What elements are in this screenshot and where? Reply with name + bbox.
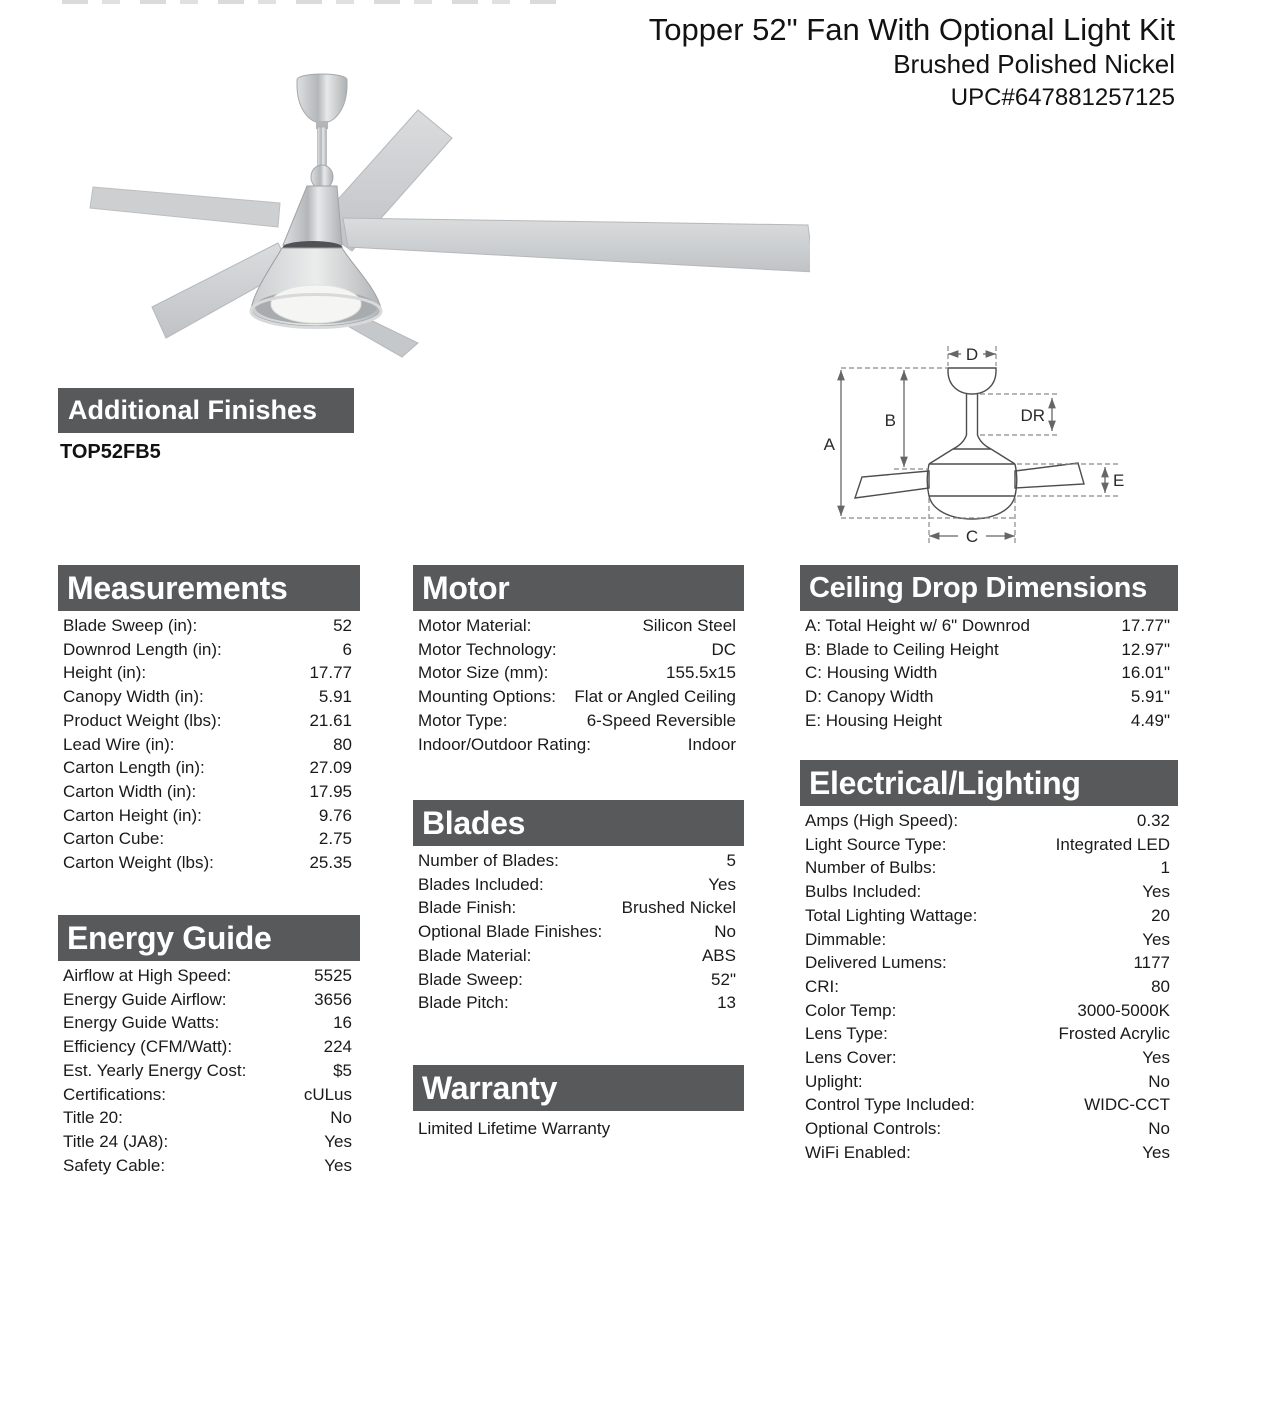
spec-label: B: Blade to Ceiling Height <box>805 639 999 659</box>
spec-label: Lens Cover: <box>805 1048 897 1068</box>
spec-row <box>800 833 1178 857</box>
spec-value: 0.32 <box>1136 811 1170 830</box>
spec-value: Indoor <box>687 734 736 754</box>
spec-label: Carton Width (in): <box>63 781 197 801</box>
spec-row <box>413 849 744 873</box>
dimension-diagram <box>820 338 1150 560</box>
spec-row <box>58 1011 360 1035</box>
spec-label: Number of Bulbs: <box>805 858 937 878</box>
spec-value: 2.75 <box>318 829 352 849</box>
spec-value: Silicon Steel <box>642 616 736 635</box>
spec-row <box>58 733 360 757</box>
spec-value: 17.95 <box>309 781 352 801</box>
fan-ball-joint <box>311 165 333 189</box>
spec-value: No <box>714 922 736 942</box>
spec-row <box>413 896 744 920</box>
spec-label: Certifications: <box>63 1084 166 1104</box>
spec-label: Product Weight (lbs): <box>63 710 222 730</box>
electrical-rows <box>800 809 1178 1165</box>
spec-value: No <box>330 1108 352 1128</box>
label-a: A <box>823 435 835 454</box>
spec-label: E: Housing Height <box>805 710 943 730</box>
spec-label: Height (in): <box>63 663 147 683</box>
section-header-measurements: Measurements <box>58 565 360 611</box>
spec-label: Light Source Type: <box>805 834 947 854</box>
spec-label: A: Total Height w/ 6" Downrod <box>805 616 1030 635</box>
spec-label: Amps (High Speed): <box>805 811 959 830</box>
section-ceiling-drop-dimensions <box>800 565 1178 733</box>
spec-value: 17.77 <box>309 663 352 683</box>
section-header-blades: Blades <box>413 800 744 846</box>
label-e: E <box>1113 471 1125 490</box>
spec-value: Integrated LED <box>1055 834 1170 854</box>
spec-row <box>58 756 360 780</box>
spec-value: 3000-5000K <box>1077 1000 1170 1020</box>
spec-label: Number of Blades: <box>418 851 559 870</box>
spec-row <box>800 661 1178 685</box>
spec-value: 1 <box>1160 858 1170 878</box>
spec-value: 155.5x15 <box>666 663 736 683</box>
spec-row <box>800 1141 1178 1165</box>
spec-row <box>58 1059 360 1083</box>
spec-label: Carton Cube: <box>63 829 165 849</box>
spec-row <box>58 964 360 988</box>
section-header-motor: Motor <box>413 565 744 611</box>
spec-value: Yes <box>324 1155 352 1175</box>
spec-value: 80 <box>1151 976 1170 996</box>
spec-row <box>800 1093 1178 1117</box>
spec-label: Blade Sweep: <box>418 969 523 989</box>
spec-row <box>58 1154 360 1178</box>
product-title: Topper 52" Fan With Optional Light Kit <box>648 12 1175 47</box>
spec-label: Airflow at High Speed: <box>63 966 232 985</box>
product-upc: UPC#647881257125 <box>950 84 1175 111</box>
spec-row <box>413 991 744 1015</box>
spec-value: 20 <box>1151 905 1170 925</box>
spec-value: ABS <box>701 945 736 965</box>
spec-row <box>58 1035 360 1059</box>
spec-label: C: Housing Width <box>805 663 938 683</box>
spec-value: Yes <box>324 1131 352 1151</box>
spec-label: Lead Wire (in): <box>63 734 175 754</box>
spec-value: 52 <box>333 616 352 635</box>
spec-label: WiFi Enabled: <box>805 1142 911 1162</box>
spec-label: Motor Material: <box>418 616 532 635</box>
spec-label: Blade Sweep (in): <box>63 616 198 635</box>
spec-row <box>58 1106 360 1130</box>
spec-row <box>413 944 744 968</box>
spec-label: Canopy Width (in): <box>63 687 204 707</box>
section-warranty <box>413 1065 744 1141</box>
fan-illustration <box>60 55 810 370</box>
energy-guide-rows <box>58 964 360 1177</box>
section-electrical-lighting <box>800 760 1178 1165</box>
spec-row <box>800 904 1178 928</box>
section-header-energy-guide: Energy Guide <box>58 915 360 961</box>
spec-row <box>413 968 744 992</box>
fan-canopy <box>297 74 347 123</box>
ceiling-drop-diagram <box>820 338 1150 560</box>
spec-row <box>58 661 360 685</box>
spec-row <box>800 685 1178 709</box>
measurements-rows <box>58 614 360 875</box>
spec-row <box>413 873 744 897</box>
spec-value: 1177 <box>1133 953 1170 973</box>
spec-row <box>413 709 744 733</box>
section-energy-guide <box>58 915 360 1177</box>
spec-value: 12.97" <box>1121 639 1170 659</box>
spec-row <box>800 928 1178 952</box>
spec-row <box>58 709 360 733</box>
spec-value: 17.77" <box>1121 616 1170 635</box>
spec-label: Uplight: <box>805 1071 863 1091</box>
spec-row <box>800 1022 1178 1046</box>
spec-label: Indoor/Outdoor Rating: <box>418 734 591 754</box>
spec-label: Efficiency (CFM/Watt): <box>63 1037 233 1057</box>
spec-label: Carton Length (in): <box>63 758 205 778</box>
ceiling-drop-rows <box>800 614 1178 733</box>
spec-label: Delivered Lumens: <box>805 953 947 973</box>
spec-value: cULus <box>303 1084 352 1104</box>
dimension-arrows <box>841 354 1105 536</box>
spec-label: Bulbs Included: <box>805 882 922 902</box>
spec-label: Lens Type: <box>805 1024 888 1044</box>
spec-row <box>800 1046 1178 1070</box>
spec-row <box>58 614 360 638</box>
spec-value: WIDC-CCT <box>1084 1095 1170 1115</box>
spec-label: Total Lighting Wattage: <box>805 905 978 925</box>
spec-row <box>800 809 1178 833</box>
spec-label: Downrod Length (in): <box>63 639 222 659</box>
spec-row <box>58 1130 360 1154</box>
spec-value: 16.01" <box>1121 663 1170 683</box>
additional-finishes-header: Additional Finishes <box>58 388 354 433</box>
spec-value: Frosted Acrylic <box>1058 1024 1170 1044</box>
extension-lines <box>841 346 1118 543</box>
spec-row <box>413 685 744 709</box>
spec-label: D: Canopy Width <box>805 687 934 707</box>
spec-value: 21.61 <box>309 710 352 730</box>
spec-label: Blade Pitch: <box>418 993 509 1013</box>
spec-label: Safety Cable: <box>63 1155 166 1175</box>
spec-label: Energy Guide Watts: <box>63 1013 220 1033</box>
spec-value: Yes <box>1142 1142 1170 1162</box>
spec-label: Motor Technology: <box>418 639 557 659</box>
spec-value: 224 <box>323 1037 352 1057</box>
spec-label: Blade Finish: <box>418 898 517 918</box>
label-dr: DR <box>1020 406 1045 425</box>
section-header-warranty: Warranty <box>413 1065 744 1111</box>
spec-value: 80 <box>333 734 352 754</box>
section-header-ceiling-drop: Ceiling Drop Dimensions <box>800 565 1178 611</box>
spec-row <box>413 638 744 662</box>
spec-label: Mounting Options: <box>418 687 556 707</box>
spec-row <box>58 804 360 828</box>
spec-value: 52" <box>711 969 736 989</box>
spec-row <box>800 1117 1178 1141</box>
spec-row <box>800 880 1178 904</box>
spec-value: $5 <box>333 1060 352 1080</box>
spec-row <box>800 1070 1178 1094</box>
spec-value: 5.91" <box>1130 687 1170 707</box>
spec-label: Carton Weight (lbs): <box>63 853 214 873</box>
spec-value: 13 <box>717 993 736 1013</box>
spec-row <box>413 661 744 685</box>
spec-row <box>800 975 1178 999</box>
spec-value: 5525 <box>314 966 352 985</box>
spec-row <box>800 709 1178 733</box>
product-finish: Brushed Polished Nickel <box>893 49 1175 79</box>
spec-label: CRI: <box>805 976 839 996</box>
spec-row <box>58 851 360 875</box>
spec-value: No <box>1148 1119 1170 1139</box>
fan-downrod <box>318 127 327 171</box>
spec-label: Dimmable: <box>805 929 887 949</box>
spec-value: 5 <box>726 851 736 870</box>
spec-value: 27.09 <box>309 758 352 778</box>
fan-frosted-lens <box>271 285 361 323</box>
spec-row <box>58 780 360 804</box>
spec-label: Blade Material: <box>418 945 532 965</box>
spec-value: Flat or Angled Ceiling <box>574 687 736 707</box>
dimension-labels <box>824 345 1125 546</box>
product-photo-fan <box>60 55 810 370</box>
spec-row <box>800 614 1178 638</box>
spec-label: Color Temp: <box>805 1000 897 1020</box>
warranty-text: Limited Lifetime Warranty <box>418 1119 611 1138</box>
spec-value: Brushed Nickel <box>621 898 736 918</box>
spec-label: Title 24 (JA8): <box>63 1131 169 1151</box>
spec-label: Optional Blade Finishes: <box>418 922 603 942</box>
spec-value: Yes <box>708 874 736 894</box>
label-c: C <box>965 527 979 546</box>
spec-value: No <box>1148 1071 1170 1091</box>
section-blades <box>413 800 744 1015</box>
spec-label: Energy Guide Airflow: <box>63 989 227 1009</box>
spec-row <box>58 1083 360 1107</box>
spec-row <box>800 856 1178 880</box>
spec-value: 9.76 <box>318 805 352 825</box>
label-b: B <box>884 411 896 430</box>
spec-label: Title 20: <box>63 1108 123 1128</box>
fan-motor-housing <box>283 186 342 245</box>
spec-row <box>413 920 744 944</box>
additional-finish-model: TOP52FB5 <box>60 441 161 463</box>
spec-row <box>800 638 1178 662</box>
spec-value: Yes <box>1142 882 1170 902</box>
spec-row <box>800 999 1178 1023</box>
spec-row <box>58 685 360 709</box>
spec-row <box>58 827 360 851</box>
spec-row <box>58 988 360 1012</box>
fan-blade-left <box>90 187 280 227</box>
spec-value: 3656 <box>314 989 352 1009</box>
spec-value: 25.35 <box>309 853 352 873</box>
spec-value: 5.91 <box>318 687 352 707</box>
spec-label: Motor Type: <box>418 710 508 730</box>
spec-value: 6 <box>342 639 352 659</box>
fan-blade-right <box>343 218 810 272</box>
spec-value: Yes <box>1142 1048 1170 1068</box>
label-d: D <box>965 345 979 364</box>
spec-label: Motor Size (mm): <box>418 663 549 683</box>
spec-label: Control Type Included: <box>805 1095 975 1115</box>
spec-row <box>58 638 360 662</box>
spec-label: Est. Yearly Energy Cost: <box>63 1060 247 1080</box>
blades-rows <box>413 849 744 1015</box>
spec-value: 4.49" <box>1130 710 1170 730</box>
spec-row <box>413 614 744 638</box>
spec-row <box>800 951 1178 975</box>
spec-value: DC <box>711 639 736 659</box>
spec-label: Optional Controls: <box>805 1119 942 1139</box>
cropped-text-remnant <box>62 0 562 4</box>
spec-value: Yes <box>1142 929 1170 949</box>
spec-label: Blades Included: <box>418 874 544 894</box>
motor-rows <box>413 614 744 756</box>
spec-label: Carton Height (in): <box>63 805 202 825</box>
section-header-electrical: Electrical/Lighting <box>800 760 1178 806</box>
section-measurements <box>58 565 360 875</box>
spec-value: 6-Speed Reversible <box>586 710 736 730</box>
spec-value: 16 <box>333 1013 352 1033</box>
spec-row <box>413 733 744 757</box>
section-motor <box>413 565 744 756</box>
